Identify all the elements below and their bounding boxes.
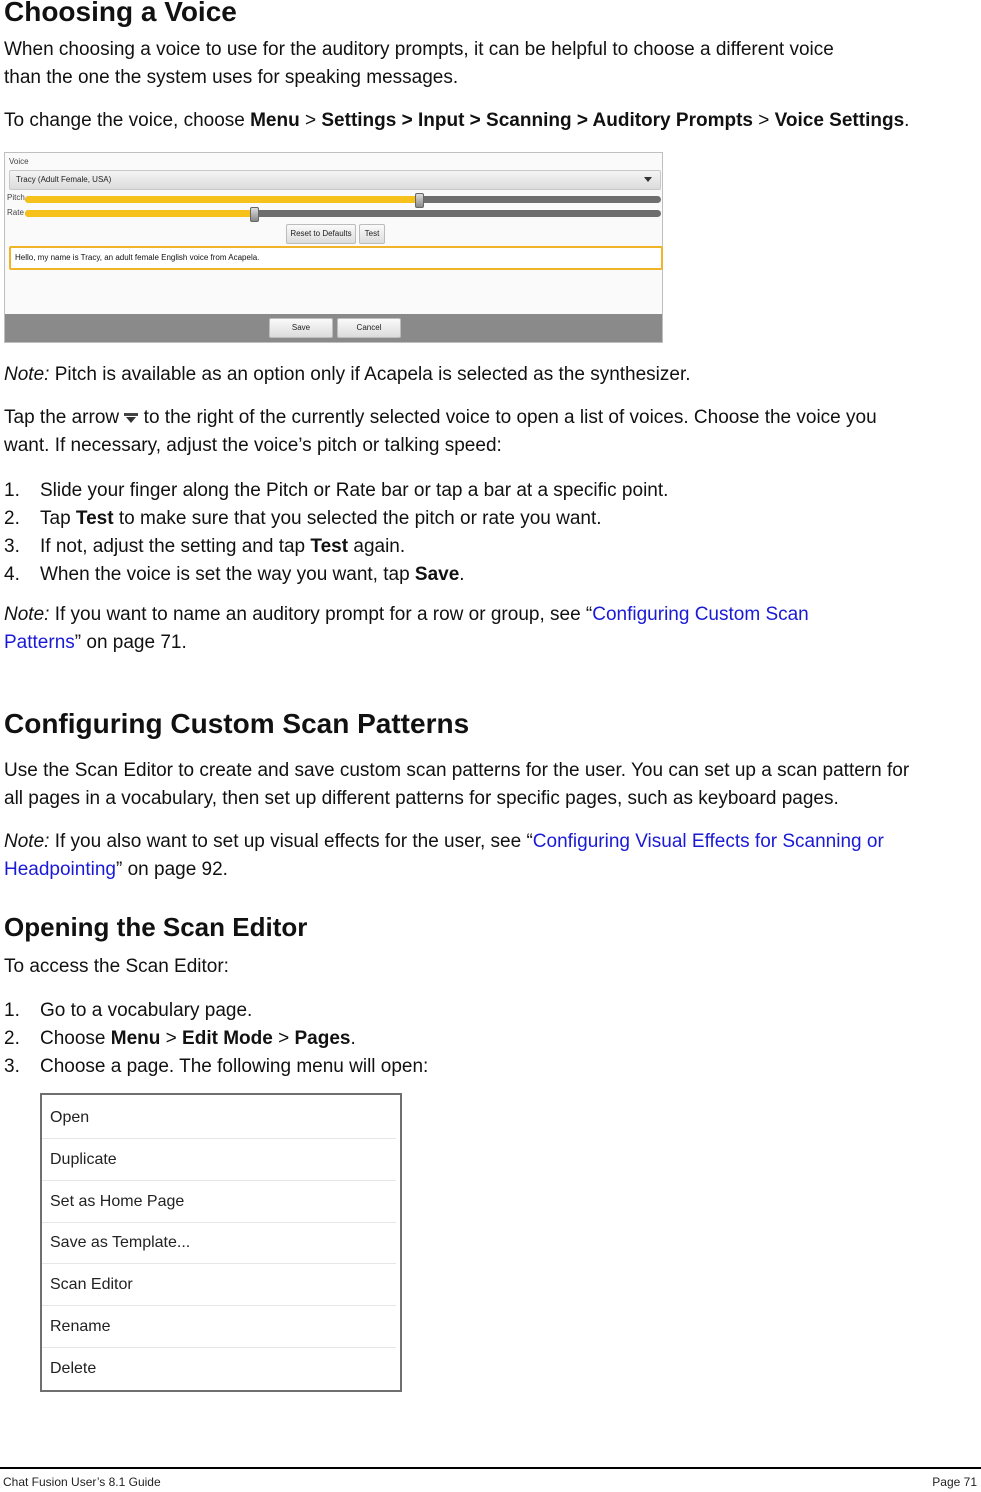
intro-line-1: When choosing a voice to use for the auditory prompts, it can be helpful to choose a different voice	[4, 39, 834, 60]
path-settings: Settings > Input > Scanning > Auditory Prompts	[321, 110, 753, 131]
pitch-slider-handle[interactable]	[415, 193, 424, 208]
list-item	[4, 997, 979, 1025]
list-item	[4, 533, 979, 561]
step-number: 3.	[4, 536, 20, 557]
list-item	[4, 477, 979, 505]
note2-line-1	[4, 601, 979, 629]
menu-item-delete[interactable]	[42, 1348, 396, 1389]
reset-to-defaults-button[interactable]: Reset to Defaults	[286, 224, 356, 244]
note-text: ” on page 92.	[115, 859, 228, 880]
rate-slider[interactable]	[25, 210, 661, 217]
sample-text: Hello, my name is Tracy, an adult female English voice from Acapela.	[15, 253, 260, 262]
list-item	[4, 505, 979, 533]
cancel-button[interactable]: Cancel	[337, 318, 401, 338]
step-text: .	[459, 564, 465, 585]
note-text: If you also want to set up visual effects for the user, see “	[49, 831, 533, 852]
section2-line-1: Use the Scan Editor to create and save custom scan patterns for the user. You can set up a scan pattern for	[4, 760, 910, 781]
path-voice-settings: Voice Settings	[774, 110, 905, 131]
sample-text-field[interactable]	[9, 246, 663, 270]
step-text: Go to a vocabulary page.	[40, 1000, 253, 1021]
menu-item-label: Duplicate	[50, 1151, 117, 1168]
step-text: Choose a page. The following menu will open:	[40, 1056, 429, 1077]
link-configuring-custom-scan[interactable]: Configuring Custom Scan	[592, 604, 809, 625]
step-text: again.	[348, 536, 406, 557]
step-text: Choose	[40, 1028, 111, 1049]
step-text: If not, adjust the setting and tap	[40, 536, 311, 557]
menu-item-label: Open	[50, 1109, 90, 1126]
menu-item-duplicate[interactable]	[42, 1139, 396, 1181]
path-menu: Menu	[250, 110, 300, 131]
dropdown-arrow-icon[interactable]	[644, 177, 652, 182]
scan-editor-steps-list	[4, 997, 979, 1081]
note-visual-effects	[4, 828, 979, 884]
step-text: When the voice is set the way you want, tap	[40, 564, 415, 585]
list-item	[4, 561, 979, 589]
section3-intro: To access the Scan Editor:	[4, 956, 229, 977]
note-text: ” on page 71.	[74, 632, 187, 653]
step-bold: Test	[75, 508, 114, 529]
step-number: 4.	[4, 564, 20, 585]
step-sep: >	[272, 1028, 295, 1049]
step-number: 1.	[4, 1000, 20, 1021]
step-sep: >	[160, 1028, 183, 1049]
section2-line-2: all pages in a vocabulary, then set up different patterns for specific pages, such as keyboard pages.	[4, 788, 839, 809]
page-context-menu	[40, 1093, 402, 1392]
voice-steps-list	[4, 477, 979, 589]
link-headpointing[interactable]: Headpointing	[4, 859, 116, 880]
step-text: Slide your finger along the Pitch or Rate bar or tap a bar at a specific point.	[40, 480, 669, 501]
footer-guide-title: Chat Fusion User’s 8.1 Guide	[3, 1475, 161, 1489]
intro-line-2: than the one the system uses for speaking messages.	[4, 67, 459, 88]
note-auditory-prompt	[4, 601, 979, 657]
menu-item-label: Rename	[50, 1318, 111, 1335]
pitch-slider[interactable]	[25, 196, 661, 203]
arrow-paragraph	[4, 404, 979, 460]
menu-item-open[interactable]	[42, 1097, 396, 1139]
test-button[interactable]: Test	[359, 224, 385, 244]
note-label: Note:	[4, 831, 50, 852]
step-bold: Save	[414, 564, 460, 585]
dropdown-arrow-icon	[124, 413, 138, 423]
path-end: .	[904, 110, 910, 131]
bottom-button-bar	[5, 314, 662, 342]
path-sep: >	[299, 110, 322, 131]
step-number: 1.	[4, 480, 20, 501]
menu-item-scan-editor[interactable]	[42, 1264, 396, 1306]
pitch-label: Pitch	[7, 193, 25, 202]
step-bold: Menu	[110, 1028, 161, 1049]
note-label: Note:	[4, 604, 50, 625]
rate-slider-fill	[25, 210, 254, 217]
note-pitch	[4, 361, 691, 389]
menu-item-set-as-home-page[interactable]	[42, 1181, 396, 1223]
voice-select-value: Tracy (Adult Female, USA)	[16, 175, 112, 184]
arrow-paragraph-line-2: want. If necessary, adjust the voice’s pitch or talking speed:	[4, 435, 502, 456]
step-text: to make sure that you selected the pitch or rate you want.	[113, 508, 602, 529]
intro-paragraph	[4, 36, 979, 92]
note2-line-2	[4, 629, 979, 657]
path-sep-2: >	[752, 110, 775, 131]
note-text: Pitch is available as an option only if Acapela is selected as the synthesizer.	[49, 364, 691, 385]
arrow-text-before: Tap the arrow	[4, 407, 125, 428]
section-title-configuring-custom-scan-patterns: Configuring Custom Scan Patterns	[4, 708, 470, 739]
save-button[interactable]: Save	[269, 318, 333, 338]
step-number: 3.	[4, 1056, 20, 1077]
note3-line-1	[4, 828, 979, 856]
section-title-opening-scan-editor: Opening the Scan Editor	[4, 912, 308, 942]
step-text: Tap	[40, 508, 76, 529]
voice-select[interactable]	[9, 170, 661, 190]
note3-line-2	[4, 856, 979, 884]
note-label: Note:	[4, 364, 50, 385]
menu-item-label: Save as Template...	[50, 1234, 191, 1251]
note-text: If you want to name an auditory prompt for a row or group, see “	[49, 604, 593, 625]
footer-divider	[0, 1467, 981, 1469]
section2-paragraph	[4, 757, 979, 813]
rate-label: Rate	[7, 208, 24, 217]
pitch-slider-fill	[25, 196, 419, 203]
list-item	[4, 1025, 979, 1053]
menu-item-label: Delete	[50, 1360, 97, 1377]
arrow-paragraph-line-1	[4, 404, 979, 432]
step-bold: Pages	[294, 1028, 351, 1049]
step-number: 2.	[4, 1028, 20, 1049]
footer-page-number: Page 71	[932, 1475, 977, 1489]
step-text: .	[350, 1028, 356, 1049]
path-prefix: To change the voice, choose	[4, 110, 251, 131]
menu-item-label: Set as Home Page	[50, 1193, 185, 1210]
arrow-text-after: to the right of the currently selected voice to open a list of voices. Choose the voice you	[138, 407, 877, 428]
voice-settings-screenshot	[4, 152, 663, 343]
section-title-choosing-voice: Choosing a Voice	[4, 0, 237, 27]
link-configuring-visual-effects[interactable]: Configuring Visual Effects for Scanning or	[532, 831, 884, 852]
rate-slider-handle[interactable]	[250, 207, 259, 222]
menu-item-save-as-template[interactable]	[42, 1222, 396, 1264]
step-bold: Edit Mode	[182, 1028, 273, 1049]
step-number: 2.	[4, 508, 20, 529]
step-bold: Test	[310, 536, 349, 557]
menu-item-rename[interactable]	[42, 1306, 396, 1348]
link-patterns[interactable]: Patterns	[4, 632, 75, 653]
voice-label: Voice	[9, 157, 29, 166]
menu-item-label: Scan Editor	[50, 1276, 133, 1293]
settings-path	[4, 107, 909, 135]
list-item	[4, 1053, 979, 1081]
